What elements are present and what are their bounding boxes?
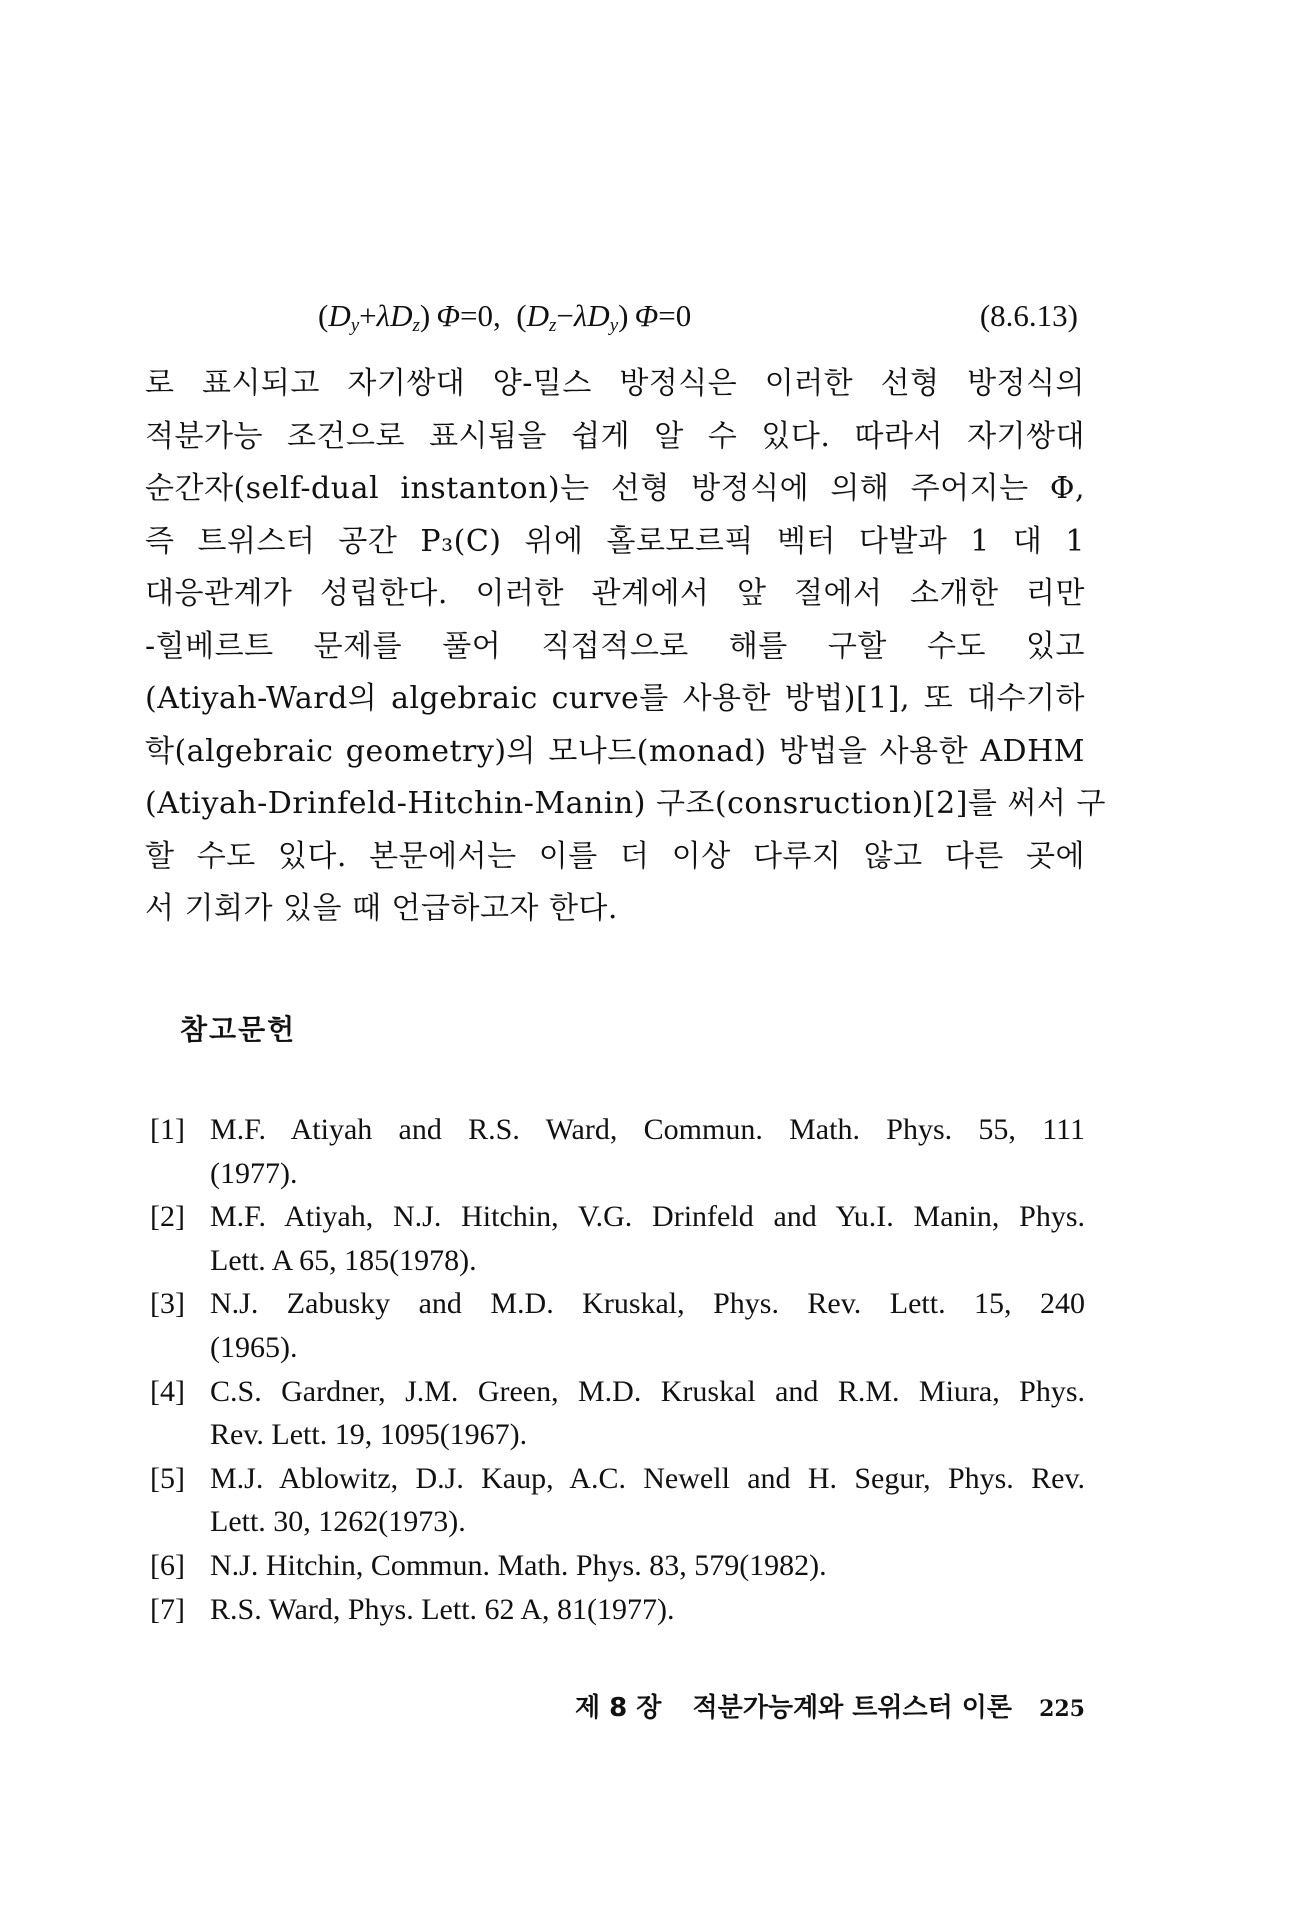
reference-line: M.F. Atiyah and R.S. Ward, Commun. Math. Phys. 55, 111 xyxy=(210,1113,1085,1146)
equation-number: (8.6.13) xyxy=(979,298,1078,333)
reference-line: M.F. Atiyah, N.J. Hitchin, V.G. Drinfeld and Yu.I. Manin, Phys. xyxy=(210,1200,1085,1234)
body-paragraph xyxy=(145,358,1106,936)
reference-line: N.J. Hitchin, Commun. Math. Phys. 83, 579(1982). xyxy=(210,1548,827,1582)
reference-line: (1977). xyxy=(210,1156,298,1190)
paragraph-line: 할 수도 있다. 본문에서는 이를 더 이상 다루지 않고 다른 곳에 xyxy=(145,838,1085,874)
footer-chapter: 제 8 장 xyxy=(575,1693,662,1723)
references-list xyxy=(150,1108,1085,1631)
reference-line: M.J. Ablowitz, D.J. Kaup, A.C. Newell and H. Segur, Phys. Rev. xyxy=(210,1461,1085,1495)
reference-number: [2] xyxy=(150,1200,185,1234)
paragraph-line: 로 표시되고 자기쌍대 양-밀스 방정식은 이러한 선형 방정식의 xyxy=(145,366,1085,401)
paragraph-line: 서 기회가 있을 때 언급하고자 한다. xyxy=(145,891,618,926)
reference-item xyxy=(150,1195,1085,1282)
reference-item xyxy=(150,1282,1085,1369)
paragraph-line: -힐베르트 문제를 풀어 직접적으로 해를 구할 수도 있고 xyxy=(145,628,1085,664)
reference-item xyxy=(150,1108,1085,1195)
page-footer xyxy=(575,1688,1085,1729)
reference-number: [5] xyxy=(150,1461,185,1495)
paragraph-line: (Atiyah-Ward의 algebraic curve를 사용한 방법)[1], 또 대수기하 xyxy=(145,681,1085,716)
reference-line: Lett. 30, 1262(1973). xyxy=(210,1505,466,1539)
reference-item xyxy=(150,1588,1085,1632)
paragraph-line: 학(algebraic geometry)의 모나드(monad) 방법을 사용한 ADHM xyxy=(145,733,1085,769)
reference-item xyxy=(150,1457,1085,1544)
reference-line: R.S. Ward, Phys. Lett. 62 A, 81(1977). xyxy=(210,1592,675,1626)
references-heading: 참고문헌 xyxy=(180,1013,297,1046)
reference-line: N.J. Zabusky and M.D. Kruskal, Phys. Rev. Lett. 15, 240 xyxy=(210,1287,1085,1321)
page-number: 225 xyxy=(1039,1696,1085,1722)
reference-number: [6] xyxy=(150,1548,185,1582)
equation-8-6-13 xyxy=(318,288,1078,344)
reference-line: Lett. A 65, 185(1978). xyxy=(210,1243,477,1277)
reference-line: Rev. Lett. 19, 1095(1967). xyxy=(210,1418,528,1452)
reference-number: [7] xyxy=(150,1592,185,1626)
footer-title: 적분가능계와 트위스터 이론 xyxy=(692,1693,1012,1723)
paragraph-line: 대응관계가 성립한다. 이러한 관계에서 앞 절에서 소개한 리만 xyxy=(145,576,1085,611)
paragraph-line: 즉 트위스터 공간 P₃(C) 위에 홀로모르픽 벡터 다발과 1 대 1 xyxy=(145,523,1085,559)
equation-formula: $(D_y+\lambda D_z)$ Φ=0, $(D_z-\lambda D_y)$ Φ=0 xyxy=(318,298,692,336)
reference-line: (1965). xyxy=(210,1330,298,1364)
reference-number: [4] xyxy=(150,1374,185,1408)
reference-number: [1] xyxy=(150,1113,185,1146)
paragraph-line: 적분가능 조건으로 표시됨을 쉽게 알 수 있다. 따라서 자기쌍대 xyxy=(145,418,1085,454)
paragraph-line: 순간자(self-dual instanton)는 선형 방정식에 의해 주어지는 Φ, xyxy=(145,471,1085,506)
reference-line: C.S. Gardner, J.M. Green, M.D. Kruskal and R.M. Miura, Phys. xyxy=(210,1374,1085,1408)
paragraph-line: (Atiyah-Drinfeld-Hitchin-Manin) 구조(consruction)[2]를 써서 구 xyxy=(145,786,1106,821)
reference-item xyxy=(150,1370,1085,1457)
reference-number: [3] xyxy=(150,1287,185,1321)
reference-item xyxy=(150,1544,1085,1588)
